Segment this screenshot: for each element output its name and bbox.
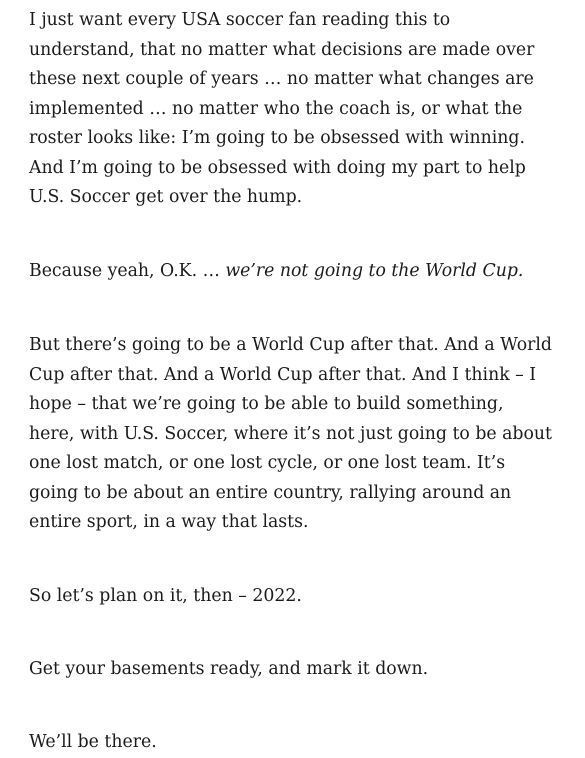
- paragraph-spacer: [29, 538, 569, 583]
- paragraph-commitment: [29, 6, 569, 213]
- text-line: these next couple of years … no matter what changes are: [29, 69, 534, 89]
- paragraph-basements: [29, 655, 569, 685]
- text-line: roster looks like: I’m going to be obsessed with winning.: [29, 128, 525, 148]
- text-line: I just want every USA soccer fan reading this to: [29, 10, 451, 30]
- text-line: entire sport, in a way that lasts.: [29, 512, 309, 532]
- paragraph-closing: [29, 728, 569, 758]
- article-body: [29, 6, 569, 758]
- text-line: implemented … no matter who the coach is, or what the: [29, 98, 523, 119]
- paragraph-plan: [29, 582, 569, 612]
- text-line: [29, 257, 569, 287]
- text-line: Get your basements ready, and mark it down.: [29, 659, 429, 679]
- paragraph-future: [29, 331, 569, 538]
- text-prefix: Because yeah, O.K. …: [29, 261, 226, 281]
- text-line: So let’s plan on it, then – 2022.: [29, 586, 302, 606]
- text-line: Cup after that. And a World Cup after that. And I think – I: [29, 364, 537, 385]
- text-line: We’ll be there.: [29, 732, 157, 752]
- paragraph-spacer: [29, 287, 569, 332]
- italic-emphasis: we’re not going to the World Cup.: [225, 261, 524, 281]
- text-line: U.S. Soccer get over the hump.: [29, 187, 303, 207]
- paragraph-world-cup: [29, 257, 569, 287]
- text-line: one lost match, or one lost cycle, or one lost team. It’s: [29, 453, 506, 473]
- paragraph-spacer: [29, 213, 569, 258]
- text-line: But there’s going to be a World Cup after that. And a World: [29, 335, 552, 355]
- text-line: And I’m going to be obsessed with doing my part to help: [29, 157, 526, 178]
- text-line: going to be about an entire country, rallying around an: [29, 482, 512, 503]
- text-line: here, with U.S. Soccer, where it’s not just going to be about: [29, 423, 552, 444]
- paragraph-spacer: [29, 685, 569, 729]
- text-line: hope – that we’re going to be able to build something,: [29, 394, 504, 414]
- paragraph-spacer: [29, 612, 569, 656]
- text-line: understand, that no matter what decisions are made over: [29, 39, 535, 60]
